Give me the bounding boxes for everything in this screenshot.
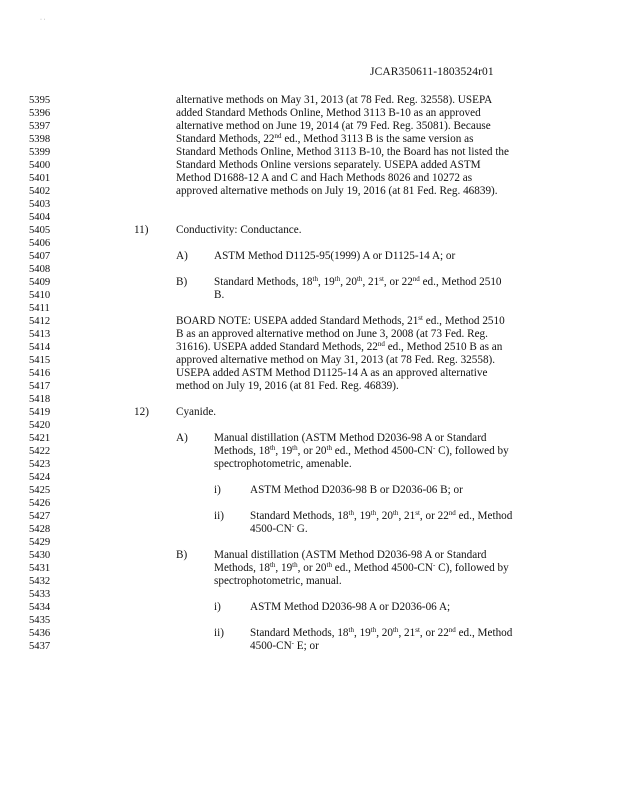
line-number: 5435: [29, 615, 51, 626]
line-number: 5431: [29, 563, 51, 574]
para1-line: Standard Methods Online, Method 3113 B-10, the Board has not listed the: [176, 146, 509, 158]
item-12-a-ii-line: Standard Methods, 18th, 19th, 20th, 21st, or 22nd ed., Method: [250, 509, 513, 522]
line-number: 5421: [29, 433, 51, 444]
para1-line: Standard Methods Online versions separately. USEPA added ASTM: [176, 159, 481, 171]
item-11-title: Conductivity: Conductance.: [176, 224, 302, 236]
para1-line: Standard Methods, 22nd ed., Method 3113 B is the same version as: [176, 132, 474, 145]
item-12-a-line: Methods, 18th, 19th, or 20th ed., Method 4500-CN- C), followed by: [214, 444, 509, 457]
line-number: 5437: [29, 641, 51, 652]
line-number: 5406: [29, 238, 51, 249]
item-12-a-i-label: i): [214, 484, 221, 496]
line-number: 5403: [29, 199, 51, 210]
document-id: JCAR350611-1803524r01: [370, 66, 494, 78]
line-number: 5424: [29, 472, 51, 483]
line-number: 5423: [29, 459, 51, 470]
line-number: 5429: [29, 537, 51, 548]
line-number: 5412: [29, 316, 51, 327]
para1-line: alternative method on June 19, 2014 (at 79 Fed. Reg. 35081). Because: [176, 120, 491, 132]
line-number: 5413: [29, 329, 51, 340]
item-12-b-line: Methods, 18th, 19th, or 20th ed., Method 4500-CN- C), followed by: [214, 561, 509, 574]
line-number: 5402: [29, 186, 51, 197]
board-note-line: BOARD NOTE: USEPA added Standard Methods, 21st ed., Method 2510: [176, 314, 505, 327]
item-11-a-label: A): [176, 250, 188, 262]
para1-line: approved alternative methods on July 19, 2016 (at 81 Fed. Reg. 46839).: [176, 185, 498, 197]
line-number: 5404: [29, 212, 51, 223]
line-number: 5410: [29, 290, 51, 301]
line-number: 5436: [29, 628, 51, 639]
item-12-title: Cyanide.: [176, 406, 217, 418]
line-number: 5405: [29, 225, 51, 236]
line-number: 5411: [29, 303, 50, 314]
line-number: 5398: [29, 134, 51, 145]
line-number: 5420: [29, 420, 51, 431]
item-12-a-line: spectrophotometric, amenable.: [214, 458, 352, 470]
item-12-a-label: A): [176, 432, 188, 444]
line-number: 5428: [29, 524, 51, 535]
line-number: 5432: [29, 576, 51, 587]
item-12-b-i-text: ASTM Method D2036-98 A or D2036-06 A;: [250, 601, 451, 613]
item-11-b-label: B): [176, 276, 188, 288]
item-12-b-line: Manual distillation (ASTM Method D2036-98 A or Standard: [214, 549, 487, 561]
line-number: 5414: [29, 342, 51, 353]
line-number: 5418: [29, 394, 51, 405]
board-note-line: B as an approved alternative method on June 3, 2008 (at 73 Fed. Reg.: [176, 328, 488, 340]
board-note-line: method on July 19, 2016 (at 81 Fed. Reg. 46839).: [176, 380, 399, 392]
item-12-b-i-label: i): [214, 601, 221, 613]
line-number: 5395: [29, 95, 51, 106]
item-12-a-i-text: ASTM Method D2036-98 B or D2036-06 B; or: [250, 484, 463, 496]
board-note-line: USEPA added ASTM Method D1125-14 A as an approved alternative: [176, 367, 488, 379]
line-number: 5419: [29, 407, 51, 418]
line-number: 5433: [29, 589, 51, 600]
item-12-b-line: spectrophotometric, manual.: [214, 575, 342, 587]
line-number: 5409: [29, 277, 51, 288]
line-number: 5408: [29, 264, 51, 275]
line-number: 5407: [29, 251, 51, 262]
line-number: 5417: [29, 381, 51, 392]
item-12-number: 12): [134, 406, 149, 418]
line-number: 5430: [29, 550, 51, 561]
line-number: 5415: [29, 355, 51, 366]
line-number: 5397: [29, 121, 51, 132]
line-number: 5426: [29, 498, 51, 509]
item-12-a-ii-label: ii): [214, 510, 224, 522]
board-note-line: 31616). USEPA added Standard Methods, 22nd ed., Method 2510 B as an: [176, 340, 503, 353]
line-number: 5425: [29, 485, 51, 496]
item-12-b-ii-line: Standard Methods, 18th, 19th, 20th, 21st, or 22nd ed., Method: [250, 626, 513, 639]
para1-line: Method D1688-12 A and C and Hach Methods 8026 and 10272 as: [176, 172, 473, 184]
para1-line: added Standard Methods Online, Method 3113 B-10 as an approved: [176, 107, 481, 119]
line-number: 5399: [29, 147, 51, 158]
line-number: 5434: [29, 602, 51, 613]
item-11-b-line: Standard Methods, 18th, 19th, 20th, 21st, or 22nd ed., Method 2510: [214, 275, 502, 288]
item-12-b-ii-label: ii): [214, 627, 224, 639]
item-11-a-text: ASTM Method D1125-95(1999) A or D1125-14 A; or: [214, 250, 456, 262]
line-number: 5422: [29, 446, 51, 457]
item-12-b-label: B): [176, 549, 188, 561]
item-12-a-ii-line: 4500-CN- G.: [250, 522, 308, 535]
line-number: 5400: [29, 160, 51, 171]
board-note-line: approved alternative method on May 31, 2013 (at 78 Fed. Reg. 32558).: [176, 354, 496, 366]
item-11-number: 11): [134, 224, 149, 236]
item-12-a-line: Manual distillation (ASTM Method D2036-98 A or Standard: [214, 432, 487, 444]
line-number: 5396: [29, 108, 51, 119]
item-12-b-ii-line: 4500-CN- E; or: [250, 639, 319, 652]
item-11-b-line: B.: [214, 289, 225, 301]
line-number: 5427: [29, 511, 51, 522]
para1-line: alternative methods on May 31, 2013 (at 78 Fed. Reg. 32558). USEPA: [176, 94, 493, 106]
line-number: 5401: [29, 173, 51, 184]
line-number: 5416: [29, 368, 51, 379]
scan-specks: · ·: [40, 17, 46, 23]
